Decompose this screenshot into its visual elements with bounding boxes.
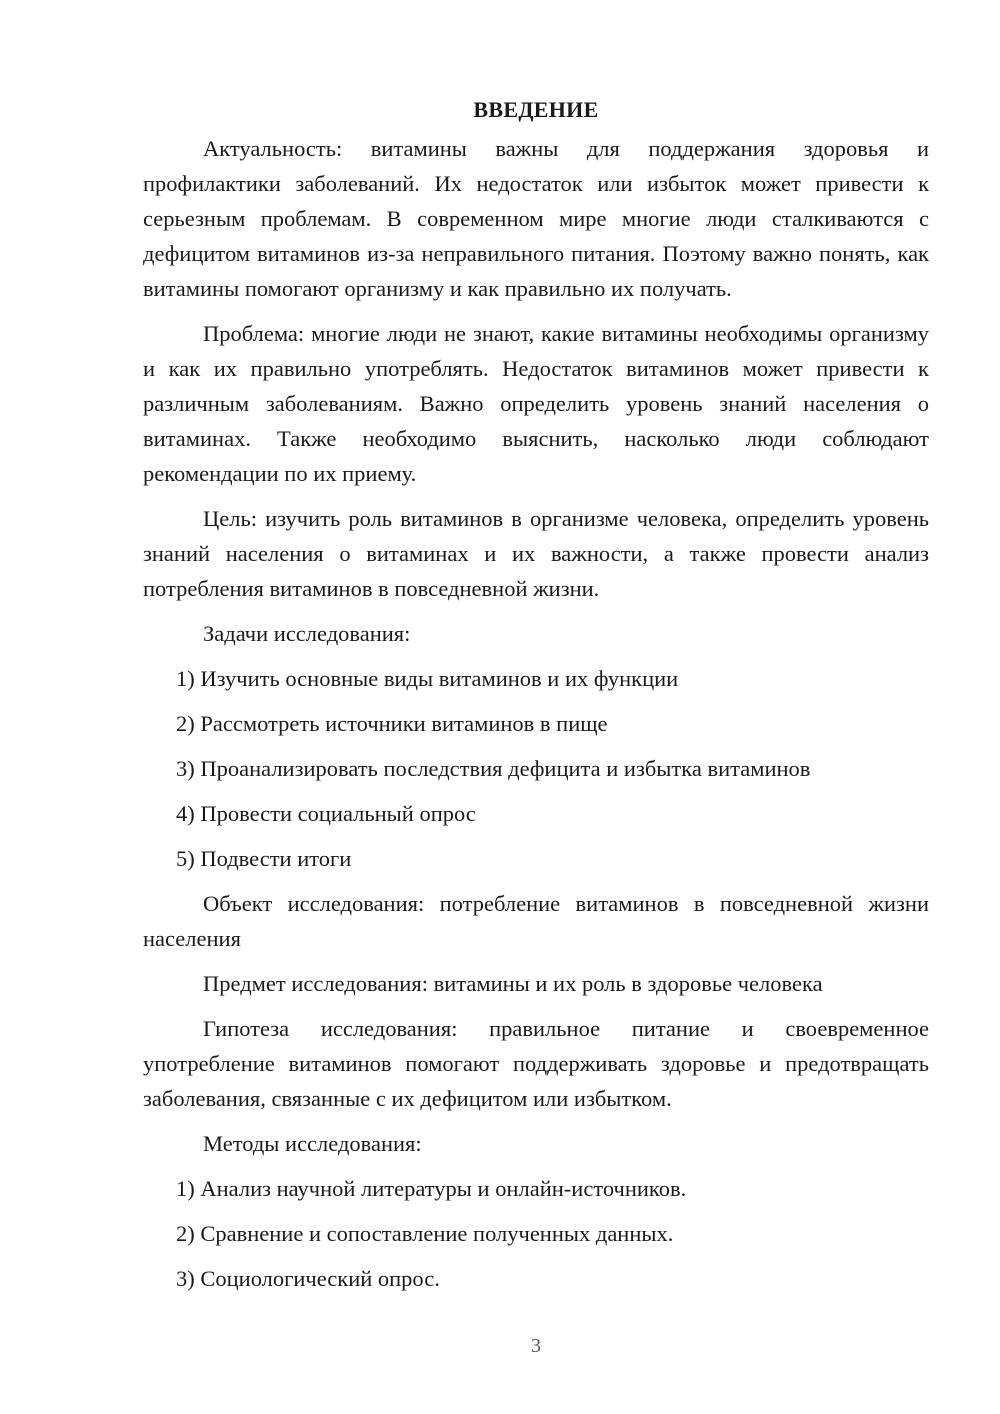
methods-heading: Методы исследования: [203,1131,422,1156]
object-paragraph: Объект исследования: потребление витаминов в повседневной жизни населения [143,891,929,951]
method-item: 2) Сравнение и сопоставление полученных данных. [176,1221,674,1246]
task-item: 4) Провести социальный опрос [176,801,476,826]
task-item: 5) Подвести итоги [176,846,352,871]
goal-paragraph: Цель: изучить роль витаминов в организме человека, определить уровень знаний населения о витаминах и их важности, а также провести анализ потребления витаминов в повседневной жизни. [143,506,929,601]
section-title: ВВЕДЕНИЕ [473,97,599,122]
relevance-paragraph: Актуальность: витамины важны для поддержания здоровья и профилактики заболеваний. Их недостаток или избыток может привести к серьезным проблемам. В современном мире многие люди сталкиваются с дефицитом витаминов из-за неправильного питания. Поэтому важно понять, как витамины помогают организму и как правильно их получать. [143,136,929,301]
document-page [143,95,929,1306]
task-item: 3) Проанализировать последствия дефицита и избытка витаминов [176,756,811,781]
method-item: 3) Социологический опрос. [176,1266,440,1291]
method-item: 1) Анализ научной литературы и онлайн-источников. [176,1176,687,1201]
task-item: 2) Рассмотреть источники витаминов в пище [176,711,608,736]
methods-list [143,1171,929,1296]
tasks-heading: Задачи исследования: [203,621,411,646]
subject-paragraph: Предмет исследования: витамины и их роль в здоровье человека [203,971,823,996]
hypothesis-paragraph: Гипотеза исследования: правильное питание и своевременное употребление витаминов помогают поддерживать здоровье и предотвращать заболевания, связанные с их дефицитом или избытком. [143,1016,929,1111]
task-item: 1) Изучить основные виды витаминов и их функции [176,666,679,691]
page-number: 3 [531,1335,541,1357]
tasks-list [143,661,929,876]
problem-paragraph: Проблема: многие люди не знают, какие витамины необходимы организму и как их правильно употреблять. Недостаток витаминов может привести к различным заболеваниям. Важно определить уровень знаний населения о витаминах. Также необходимо выяснить, насколько люди соблюдают рекомендации по их приему. [143,321,929,486]
